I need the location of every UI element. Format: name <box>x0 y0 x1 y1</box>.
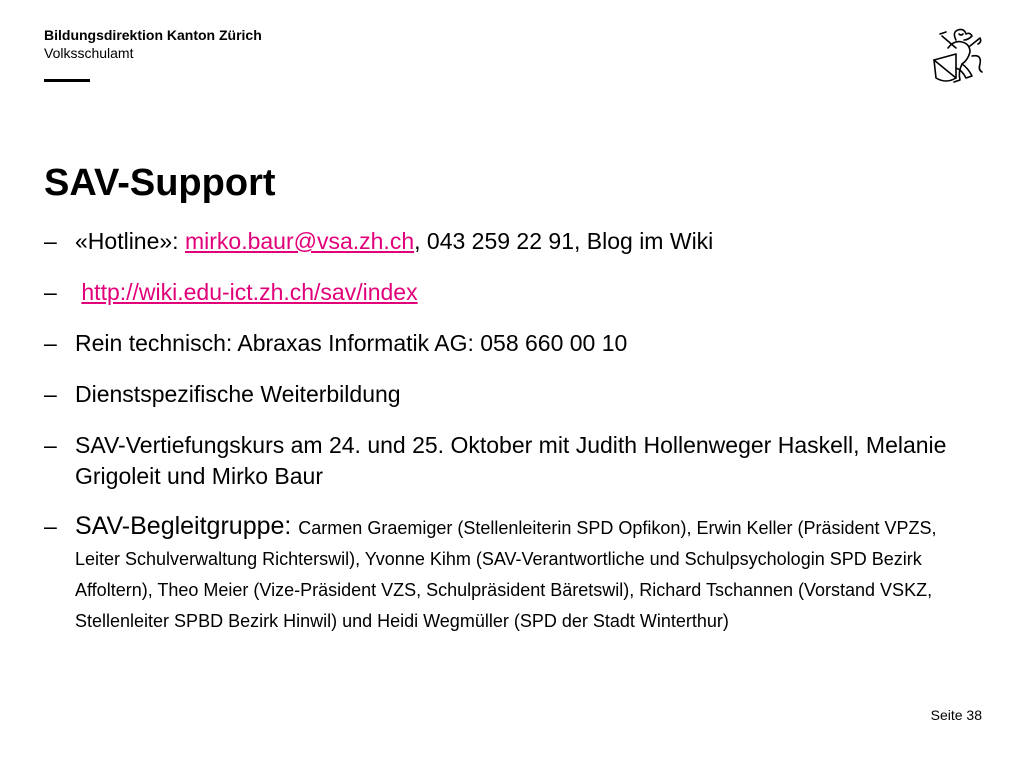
hotline-prefix: «Hotline»: <box>75 228 185 254</box>
bullet-hotline <box>44 226 984 257</box>
hotline-email-link[interactable]: mirko.baur@vsa.zh.ch <box>184 228 415 254</box>
bullet-dash: – <box>44 381 57 407</box>
bullet-group <box>44 512 984 636</box>
zurich-lion-coat-of-arms-icon <box>926 26 986 88</box>
training-text: Dienstspezifische Weiterbildung <box>75 381 401 407</box>
bullet-dash: – <box>44 330 57 356</box>
technical-support-text: Rein technisch: Abraxas Informatik AG: 058 660 00 10 <box>75 330 628 356</box>
hotline-suffix: , 043 259 22 91, Blog im Wiki <box>414 228 714 254</box>
bullet-dash: – <box>44 432 57 458</box>
department-name: Volksschulamt <box>44 45 134 61</box>
bullet-technical <box>44 328 984 359</box>
organization-name: Bildungsdirektion Kanton Zürich <box>44 27 262 43</box>
group-lead: SAV-Begleitgruppe: <box>75 512 299 540</box>
bullet-dash: – <box>44 513 57 539</box>
bullet-wiki <box>44 277 984 308</box>
group-members: Carmen Graemiger (Stellenleiterin SPD Opfikon), Erwin Keller (Präsident VPZS, Leiter Schulverwaltung Richterswil), Yvonne Kihm (SAV-Verantwortliche und Schulpsychologin SPD Bezirk Affoltern), Theo Meier (Vize-Präsident VZS, Schulpräsident Bäretswil), Richard Tschannen (Vorstand VSKZ, Stellenleiter SPBD Bezirk Hinwil) und Heidi Wegmüller (SPD der Stadt Winterthur) <box>75 518 937 631</box>
wiki-link[interactable]: http://wiki.edu-ict.zh.ch/sav/index <box>81 279 418 305</box>
slide-title: SAV-Support <box>44 162 276 204</box>
bullet-training <box>44 379 984 410</box>
page-number: Seite 38 <box>930 707 982 723</box>
header-rule <box>44 79 90 82</box>
bullet-course <box>44 430 984 492</box>
bullet-list <box>44 226 984 662</box>
bullet-dash: – <box>44 279 57 305</box>
bullet-dash: – <box>44 228 57 254</box>
course-text: SAV-Vertiefungskurs am 24. und 25. Oktober mit Judith Hollenweger Haskell, Melanie Grigoleit und Mirko Baur <box>75 432 947 489</box>
